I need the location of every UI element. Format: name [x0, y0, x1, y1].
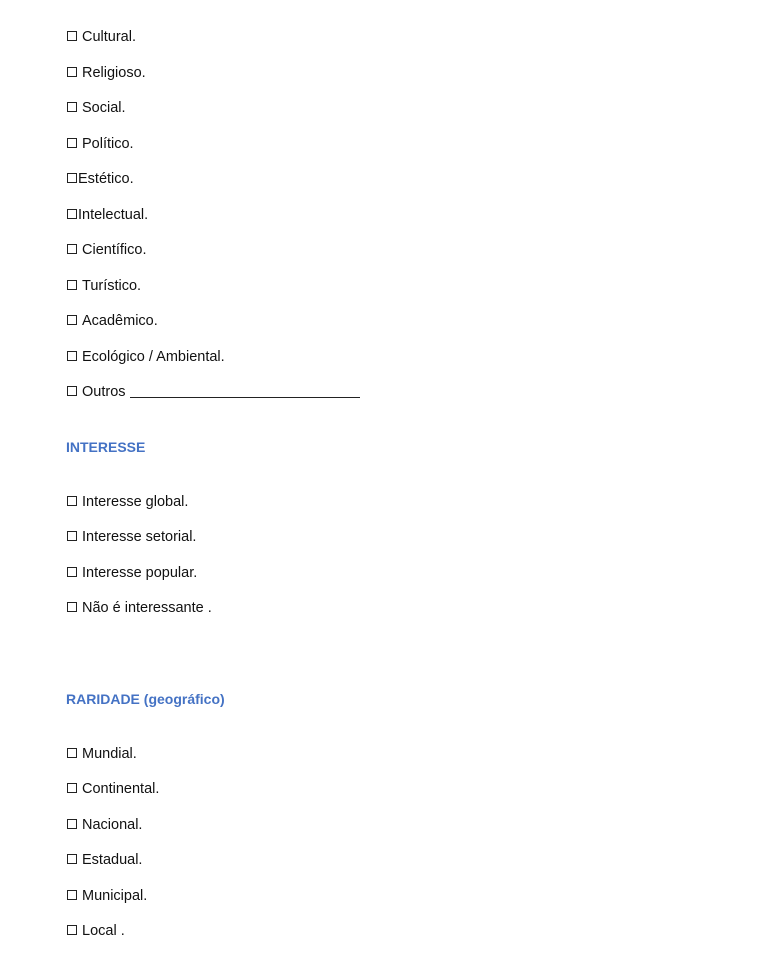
checkbox-icon[interactable]	[67, 783, 77, 793]
checkbox-item-intelectual[interactable]	[67, 206, 148, 224]
checkbox-icon[interactable]	[67, 819, 77, 829]
checkbox-icon[interactable]	[67, 173, 77, 183]
outros-blank-line[interactable]	[130, 383, 360, 398]
option-label: Interesse setorial.	[82, 529, 197, 545]
checkbox-item-municipal[interactable]	[67, 887, 147, 905]
option-label: Local .	[82, 923, 125, 939]
checkbox-icon[interactable]	[67, 315, 77, 325]
checkbox-icon[interactable]	[67, 351, 77, 361]
option-label: Político.	[82, 136, 134, 152]
checkbox-icon[interactable]	[67, 567, 77, 577]
checkbox-icon[interactable]	[67, 386, 77, 396]
checkbox-item-social[interactable]	[67, 99, 126, 117]
checkbox-icon[interactable]	[67, 531, 77, 541]
checkbox-item-turistico[interactable]	[67, 277, 141, 295]
checkbox-item-estetico[interactable]	[67, 170, 134, 188]
option-label: Estadual.	[82, 852, 143, 868]
checkbox-icon[interactable]	[67, 890, 77, 900]
section-heading-raridade: RARIDADE (geográfico)	[66, 691, 225, 707]
checkbox-item-interesse-setorial[interactable]	[67, 528, 196, 546]
option-label: Interesse popular.	[82, 565, 198, 581]
option-label: Turístico.	[82, 278, 142, 294]
checkbox-item-nao-interessante[interactable]	[67, 599, 212, 617]
checkbox-item-academico[interactable]	[67, 312, 158, 330]
checkbox-icon[interactable]	[67, 102, 77, 112]
checkbox-icon[interactable]	[67, 925, 77, 935]
checkbox-item-politico[interactable]	[67, 135, 134, 153]
checkbox-item-interesse-global[interactable]	[67, 493, 188, 511]
checkbox-icon[interactable]	[67, 31, 77, 41]
option-label: Nacional.	[82, 817, 143, 833]
option-label: Mundial.	[82, 746, 137, 762]
checkbox-item-local[interactable]	[67, 922, 125, 940]
checkbox-item-religioso[interactable]	[67, 64, 146, 82]
option-label: Social.	[82, 100, 126, 116]
checkbox-icon[interactable]	[67, 244, 77, 254]
option-label: Acadêmico.	[82, 313, 158, 329]
option-label: Não é interessante .	[82, 600, 212, 616]
checkbox-item-cultural[interactable]	[67, 28, 136, 46]
option-label: Ecológico / Ambiental.	[82, 349, 225, 365]
checkbox-item-ecologico[interactable]	[67, 348, 225, 366]
option-label: Interesse global.	[82, 494, 189, 510]
checkbox-item-cientifico[interactable]	[67, 241, 146, 259]
checkbox-item-outros[interactable]	[67, 383, 360, 401]
checkbox-item-nacional[interactable]	[67, 816, 142, 834]
section-heading-interesse: INTERESSE	[66, 439, 146, 455]
option-label: Científico.	[82, 242, 147, 258]
checkbox-icon[interactable]	[67, 748, 77, 758]
option-label: Intelectual.	[78, 207, 149, 223]
checkbox-icon[interactable]	[67, 280, 77, 290]
option-label: Continental.	[82, 781, 160, 797]
checkbox-icon[interactable]	[67, 209, 77, 219]
checkbox-item-estadual[interactable]	[67, 851, 142, 869]
checkbox-icon[interactable]	[67, 67, 77, 77]
checkbox-icon[interactable]	[67, 602, 77, 612]
checkbox-item-continental[interactable]	[67, 780, 159, 798]
option-label: Estético.	[78, 171, 134, 187]
checkbox-icon[interactable]	[67, 854, 77, 864]
option-label: Religioso.	[82, 65, 146, 81]
option-label: Municipal.	[82, 888, 148, 904]
checkbox-item-interesse-popular[interactable]	[67, 564, 197, 582]
checkbox-icon[interactable]	[67, 138, 77, 148]
option-label: Outros	[82, 384, 126, 400]
checkbox-item-mundial[interactable]	[67, 745, 137, 763]
option-label: Cultural.	[82, 29, 136, 45]
checkbox-icon[interactable]	[67, 496, 77, 506]
